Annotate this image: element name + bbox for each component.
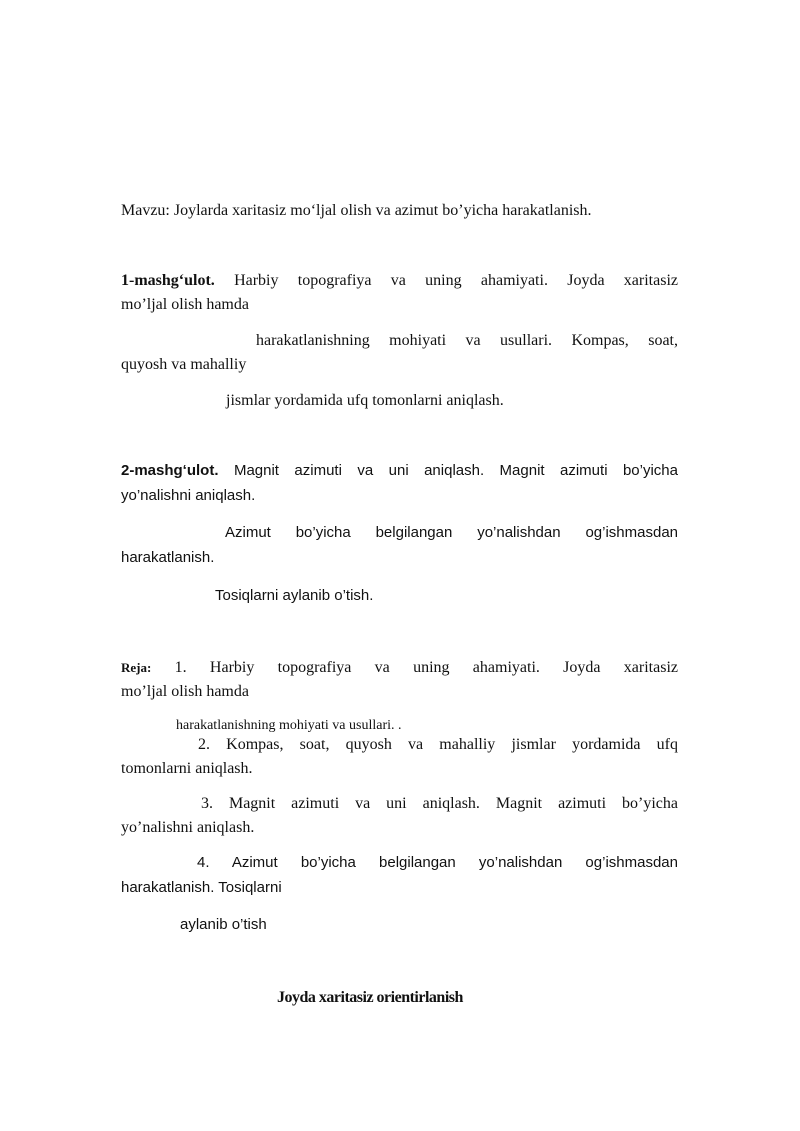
lesson1-line3: harakatlanishning mohiyati va usullari. Kompas, soat, [256, 332, 678, 349]
lesson2-line5: Tosiqlarni aylanib o’tish. [215, 587, 374, 604]
plan-item1-text: 1. Harbiy topografiya va uning ahamiyati. Joyda xaritasiz [174, 659, 678, 676]
lesson2-line4: harakatlanish. [121, 549, 215, 566]
lesson2-line3: Azimut bo’yicha belgilangan yo’nalishdan og’ishmasdan [225, 524, 678, 541]
plan-item2-line1: 2. Kompas, soat, quyosh va mahalliy jismlar yordamida ufq [198, 736, 678, 753]
lesson1-text1: Harbiy topografiya va uning ahamiyati. Joyda xaritasiz [234, 272, 679, 289]
plan-item4-line2: harakatlanish. Tosiqlarni [121, 879, 282, 896]
plan-item1-line2: mo’ljal olish hamda [121, 683, 249, 700]
lesson1-line1 [121, 271, 678, 291]
lesson1-line5: jismlar yordamida ufq tomonlarni aniqlash. [226, 392, 504, 409]
lesson2-text1: Magnit azimuti va uni aniqlash. Magnit azimuti bo’yicha [233, 462, 678, 479]
lesson1-line2: mo’ljal olish hamda [121, 296, 249, 313]
plan-item4-line3: aylanib o’tish [180, 916, 267, 933]
plan-label: Reja: [121, 660, 152, 675]
lesson2-line2: yo’nalishni aniqlash. [121, 487, 256, 504]
plan-item1-line1 [121, 658, 678, 678]
lesson2-line1 [121, 461, 678, 481]
plan-item3-line2: yo’nalishni aniqlash. [121, 819, 255, 836]
lesson2-label: 2-mashg‘ulot. [121, 462, 219, 479]
topic-line: Mavzu: Joylarda xaritasiz mo‘ljal olish va azimut bo’yicha harakatlanish. [121, 202, 592, 219]
plan-item4-line1: 4. Azimut bo’yicha belgilangan yo’nalishdan og’ishmasdan [197, 854, 678, 871]
lesson1-label: 1-mashg‘ulot. [121, 272, 215, 289]
plan-item2-line2: tomonlarni aniqlash. [121, 760, 253, 777]
section-heading: Joyda xaritasiz orientirlanish [277, 989, 463, 1006]
lesson1-line4: quyosh va mahalliy [121, 356, 247, 373]
plan-item3-line1: 3. Magnit azimuti va uni aniqlash. Magnit azimuti bo’yicha [201, 795, 678, 812]
plan-item1-line3: harakatlanishning mohiyati va usullari. . [176, 718, 402, 733]
